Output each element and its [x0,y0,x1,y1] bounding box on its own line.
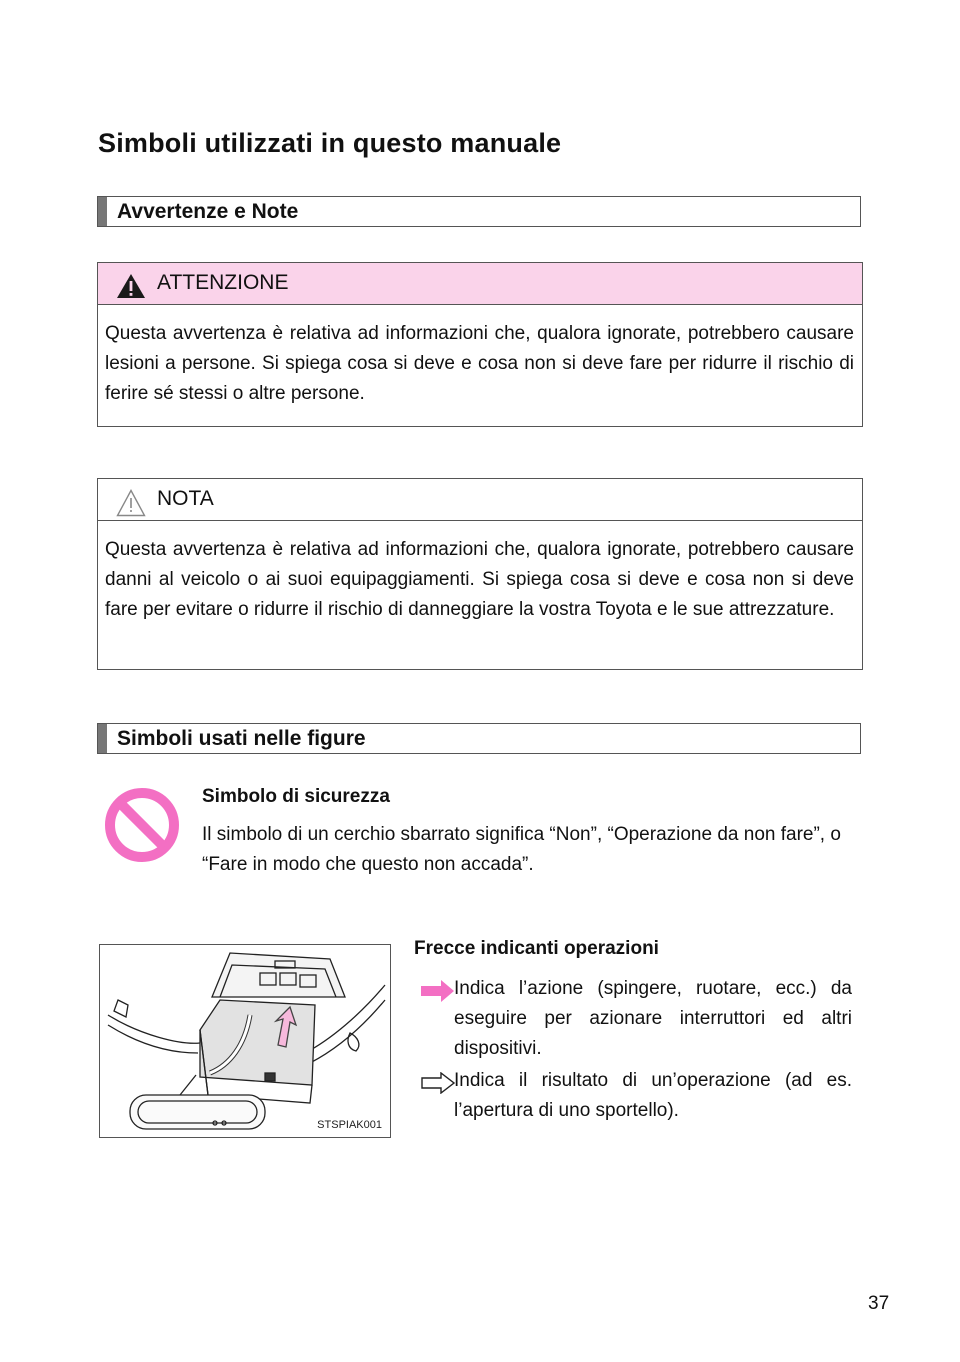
action-arrow-text: Indica l’azione (spingere, ruotare, ecc.) da eseguire per azionare interruttori ed altri dispositivi. [454,978,852,1059]
section-marker [98,724,107,753]
note-header [98,479,862,521]
warning-text: Questa avvertenza è relativa ad informazioni che, qualora ignorate, potrebbero causare lesioni a persone. Si spiega cosa si deve e cosa non si deve fare per ridurre il rischio di ferire sé stessi o altre persone. [105,323,854,404]
arrows-title: Frecce indicanti operazioni [414,938,659,959]
filled-arrow-icon [421,980,455,1007]
illustration-figure [99,944,391,1138]
section-header-notes [97,196,861,227]
note-title: NOTA [157,487,214,510]
note-text: Questa avvertenza è relativa ad informazioni che, qualora ignorate, potrebbero causare danni al veicolo o ai suoi equipaggiamenti. Si spiega cosa si deve e cosa non si deve fare per evitare o ridurre il rischio di danneggiare la vostra Toyota e le sue attrezzature. [105,539,854,620]
figure-code: STSPIAK001 [317,1119,382,1131]
warning-box [97,262,863,427]
warning-header [98,263,862,305]
safety-symbol-text: Il simbolo di un cerchio sbarrato significa “Non”, “Operazione da non fare”, o “Fare in modo che questo non accada”. [202,824,841,875]
note-box [97,478,863,670]
overhead-console-illustration [100,945,390,1137]
prohibition-icon [104,787,180,868]
warning-title: ATTENZIONE [157,271,289,294]
section-header-figures [97,723,861,754]
page-title: Simboli utilizzati in questo manuale [98,128,562,158]
section-label: Avvertenze e Note [117,200,299,223]
warning-triangle-outline-icon [116,489,146,522]
warning-triangle-filled-icon [116,273,146,304]
section-label: Simboli usati nelle figure [117,727,366,750]
page-number: 37 [868,1293,890,1314]
safety-symbol-title: Simbolo di sicurezza [202,786,390,807]
outline-arrow-icon [421,1072,455,1099]
result-arrow-text: Indica il risultato di un’operazione (ad es. l’apertura di uno sportello). [454,1070,852,1121]
section-marker [98,197,107,226]
